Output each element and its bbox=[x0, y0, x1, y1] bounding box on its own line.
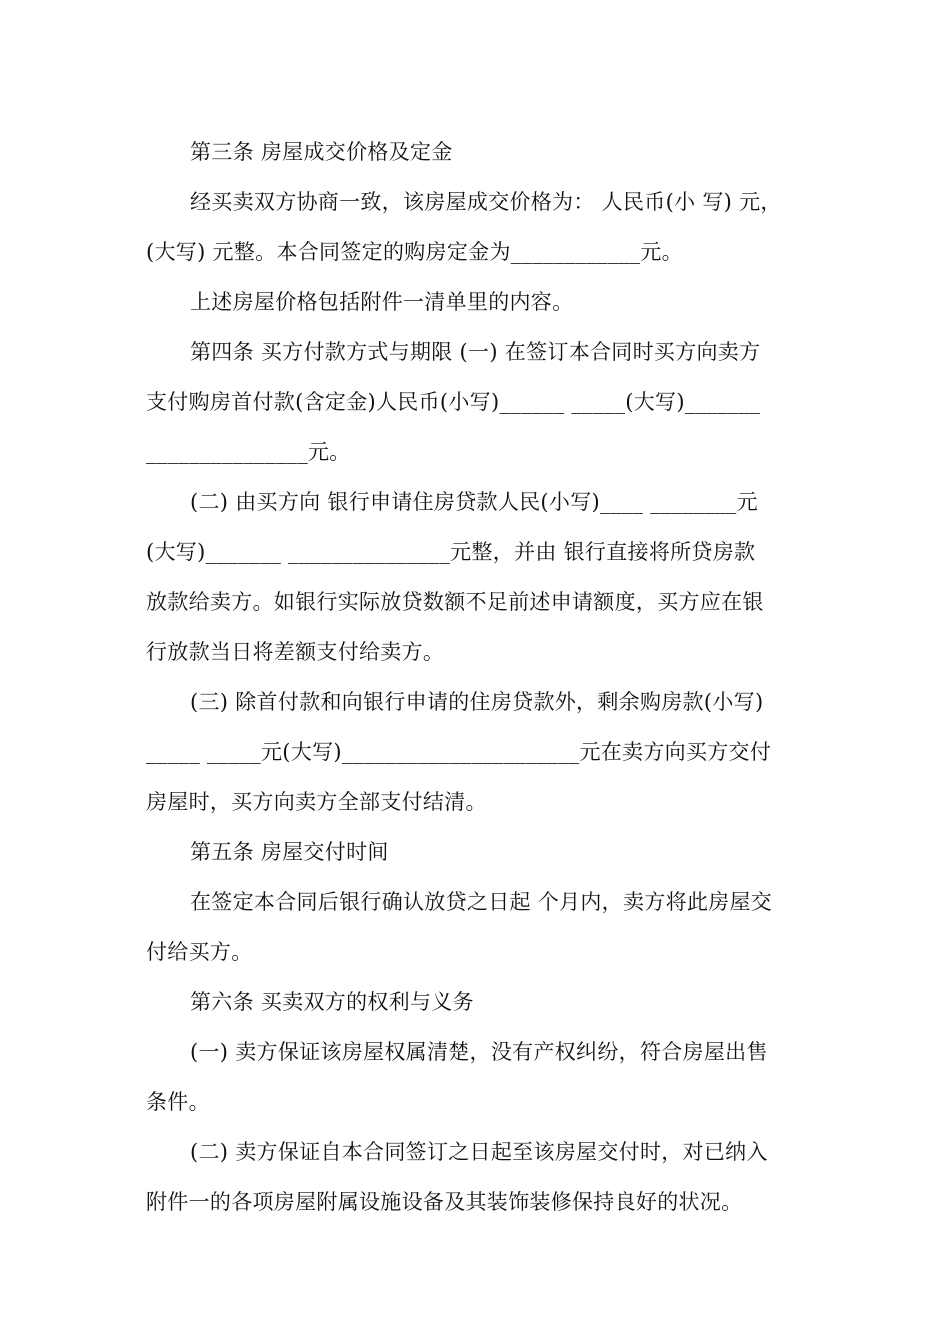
article-5-heading: 第五条 房屋交付时间 bbox=[190, 840, 389, 864]
paragraph-line: 付给买方。 bbox=[146, 940, 253, 964]
paragraph-line: 房屋时，买方向卖方全部支付结清。 bbox=[146, 790, 487, 814]
paragraph-line: 行放款当日将差额支付给卖方。 bbox=[146, 640, 445, 664]
paragraph-line: 上述房屋价格包括附件一清单里的内容。 bbox=[190, 290, 574, 314]
article-6-heading: 第六条 买卖双方的权利与义务 bbox=[190, 990, 474, 1014]
article-3-heading: 第三条 房屋成交价格及定金 bbox=[190, 140, 453, 164]
paragraph-line: 放款给卖方。如银行实际放贷数额不足前述申请额度，买方应在银 bbox=[146, 590, 764, 614]
paragraph-line: (一) 卖方保证该房屋权属清楚，没有产权纠纷，符合房屋出售 bbox=[190, 1040, 768, 1064]
paragraph-line: (大写)_______ _______________元整，并由 银行直接将所贷房款 bbox=[146, 540, 756, 564]
paragraph-line: (二) 卖方保证自本合同签订之日起至该房屋交付时，对已纳入 bbox=[190, 1140, 768, 1164]
article-4-heading: 第四条 买方付款方式与期限 (一) 在签订本合同时买方向卖方 bbox=[190, 340, 761, 364]
paragraph-line: (大写) 元整。本合同签定的购房定金为____________元。 bbox=[146, 240, 683, 264]
paragraph-line: 附件一的各项房屋附属设施设备及其装饰装修保持良好的状况。 bbox=[146, 1190, 743, 1214]
paragraph-line: (二) 由买方向 银行申请住房贷款人民(小写)____ ________元 bbox=[190, 490, 758, 514]
paragraph-line: 条件。 bbox=[146, 1090, 210, 1114]
paragraph-line: 经买卖双方协商一致，该房屋成交价格为： 人民币(小 写) 元， bbox=[190, 190, 782, 214]
paragraph-line: 在签定本合同后银行确认放贷之日起 个月内，卖方将此房屋交 bbox=[190, 890, 773, 914]
paragraph-line: _____ _____元(大写)______________________元在卖方向买方交付 bbox=[146, 740, 772, 764]
paragraph-line: (三) 除首付款和向银行申请的住房贷款外，剩余购房款(小写) bbox=[190, 690, 764, 714]
paragraph-line: _______________元。 bbox=[146, 440, 351, 464]
paragraph-line: 支付购房首付款(含定金)人民币(小写)______ _____(大写)_______ bbox=[146, 390, 761, 414]
